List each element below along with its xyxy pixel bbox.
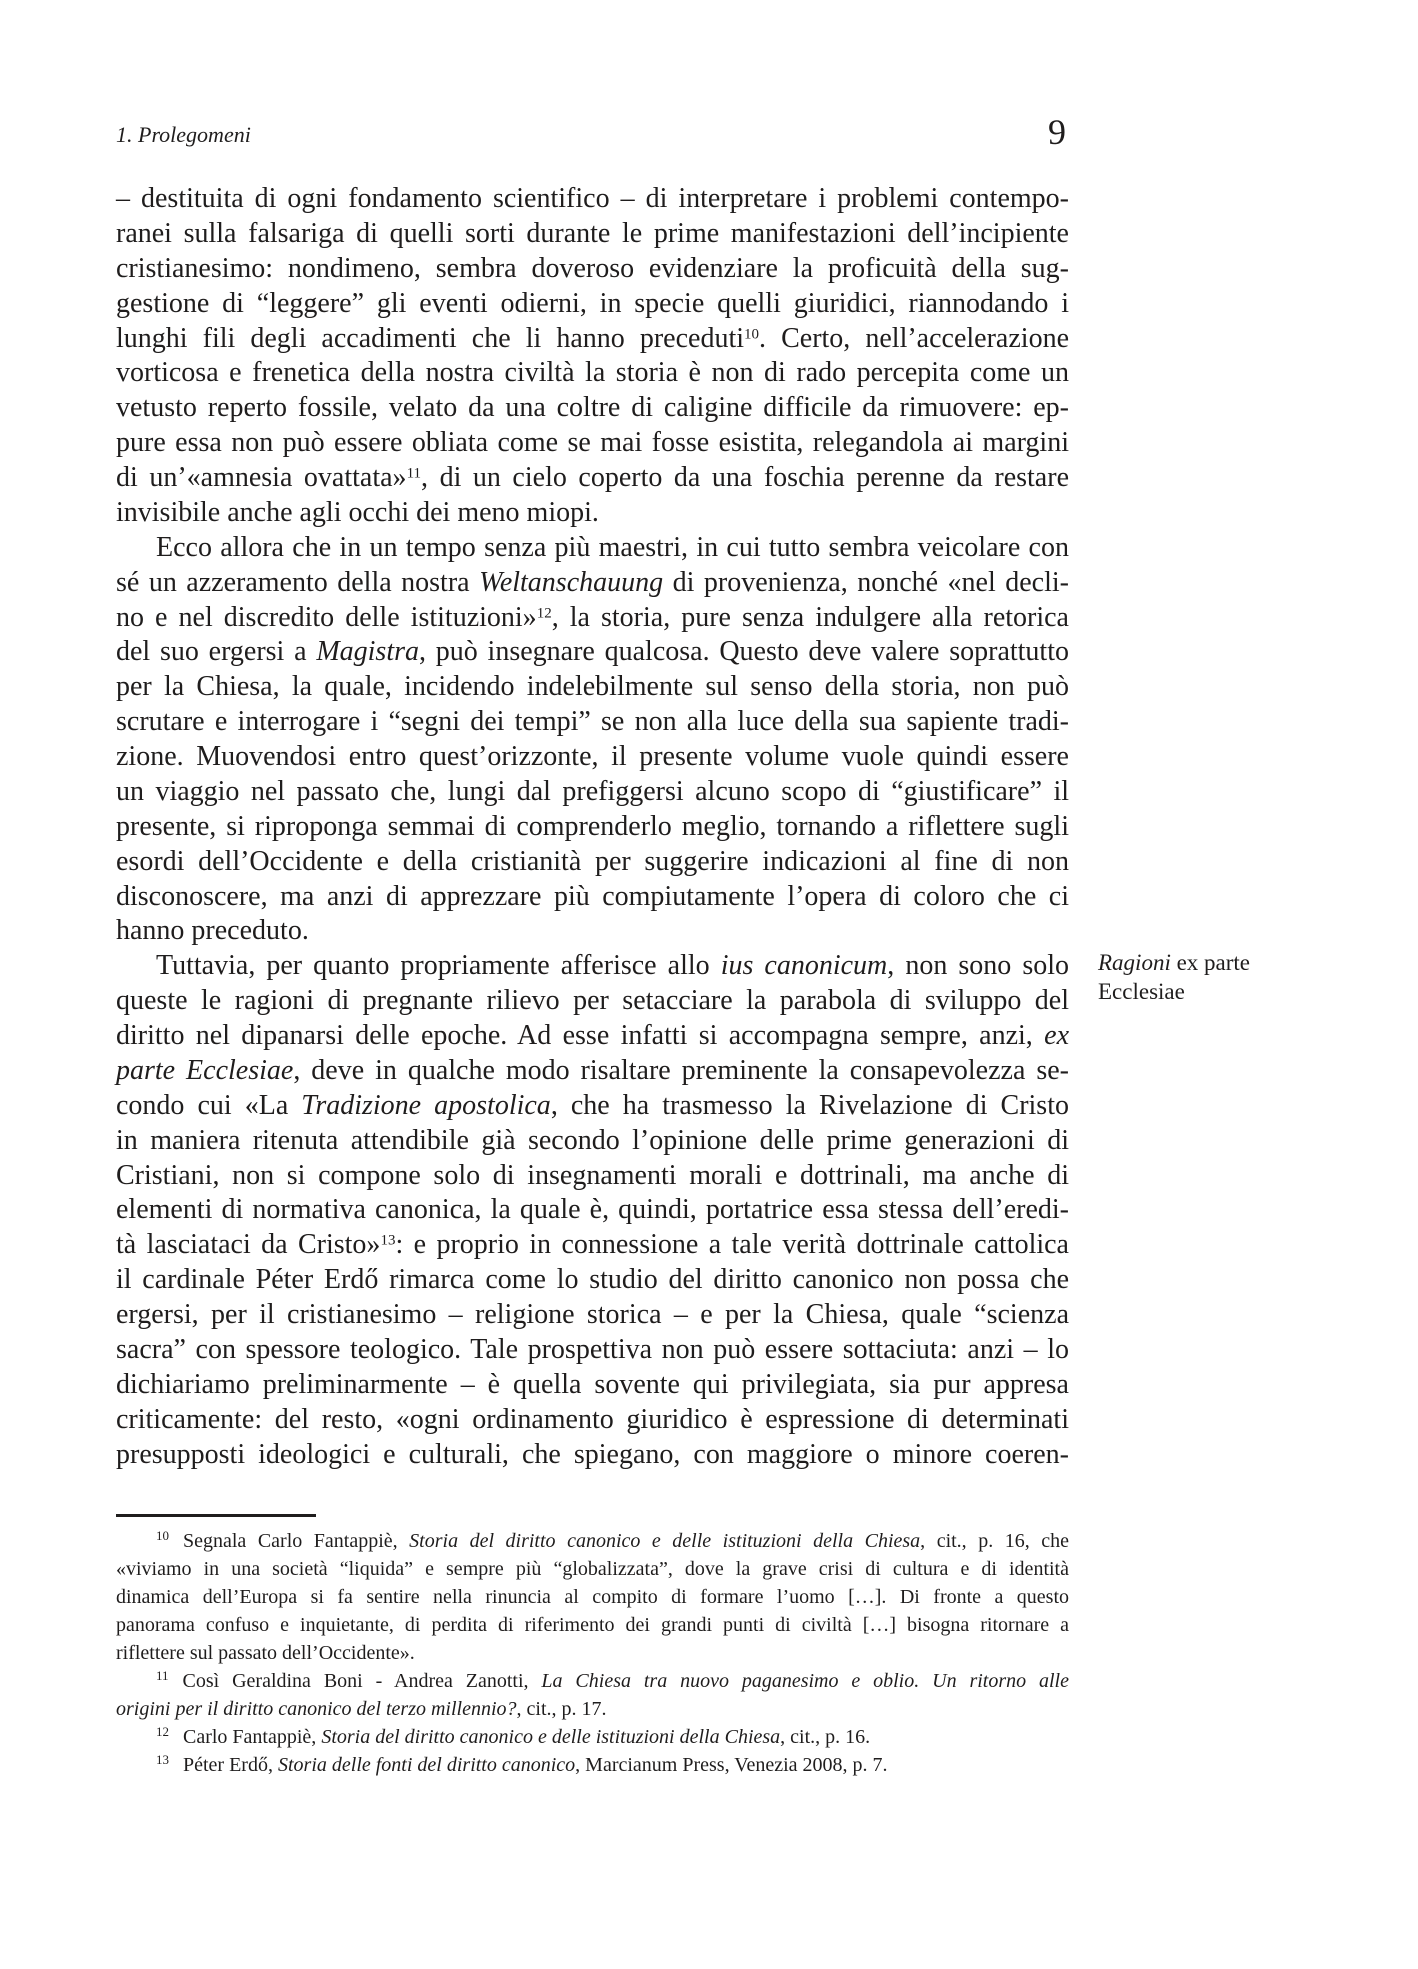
text-line (116, 287, 1069, 322)
text-run: Péter Erdő, (183, 1754, 278, 1776)
text-line (116, 217, 1069, 252)
margin-note (1098, 948, 1250, 1006)
text-line (116, 949, 1069, 984)
text-run: sé un azzeramento della nostra (116, 566, 480, 598)
footnote-rule (116, 1514, 316, 1517)
text-line (116, 1193, 1069, 1228)
footnote-line (116, 1639, 1069, 1667)
text-run: Cristiani, non si compone solo di insegnamenti morali e dottrinali, ma anche di (116, 1159, 1069, 1191)
italic-text: ex (1044, 1020, 1069, 1051)
margin-note-line (1098, 977, 1250, 1006)
text-line (116, 880, 1069, 915)
text-run: presupposti ideologici e culturali, che spiegano, con maggiore o minore coeren- (116, 1438, 1069, 1470)
paragraph (116, 182, 1069, 531)
body-text (116, 182, 1069, 1472)
text-line (116, 1403, 1069, 1438)
italic-text: ius canonicum (720, 950, 888, 982)
text-line (116, 635, 1069, 670)
text-run: lunghi fili degli accadimenti che li hanno preceduti (116, 322, 745, 354)
text-run: dichiariamo preliminarmente – è quella sovente qui privilegiata, sia pur appresa (116, 1368, 1069, 1400)
text-run: diritto nel dipanarsi delle epoche. Ad esse infatti si accompagna sempre, anzi, (116, 1020, 1045, 1051)
text-line (116, 496, 1069, 531)
text-run: , cit., p. 16. (780, 1726, 871, 1748)
text-run: : e proprio in connessione a tale verità dottrinale cattolica (395, 1229, 1069, 1261)
italic-text: origini per il diritto canonico del terzo millennio? (116, 1698, 517, 1720)
text-run: in maniera ritenuta attendibile già secondo l’opinione delle prime generazioni di (116, 1124, 1069, 1156)
italic-text: La Chiesa tra nuovo paganesimo e oblio. Un ritorno alle (541, 1670, 1069, 1692)
text-run: per la Chiesa, la quale, incidendo indelebilmente sul senso della storia, non può (116, 671, 1069, 703)
text-run: tà lasciataci da Cristo» (116, 1229, 381, 1261)
footnote (116, 1667, 1069, 1723)
footnote-line (116, 1555, 1069, 1583)
text-line (116, 391, 1069, 426)
text-run: criticamente: del resto, «ogni ordinamento giuridico è espressione di determinati (116, 1403, 1069, 1435)
text-line (116, 1263, 1069, 1298)
footnote (116, 1751, 1069, 1779)
text-run: Carlo Fantappiè, (183, 1726, 322, 1748)
text-run: Così Geraldina Boni - Andrea Zanotti, (182, 1670, 542, 1692)
italic-text: Magistra (316, 636, 419, 668)
text-run: , può insegnare qualcosa. Questo deve valere soprattutto (419, 636, 1069, 668)
paragraph (116, 949, 1069, 1472)
text-line (116, 670, 1069, 705)
footnote-number: 11 (156, 1668, 169, 1683)
text-line (116, 252, 1069, 287)
footnote-reference: 13 (380, 1232, 396, 1249)
text-run: no e nel discredito delle istituzioni» (116, 601, 537, 633)
text-run: , cit., p. 17. (516, 1698, 607, 1720)
text-run: zione. Muovendosi entro quest’orizzonte, il presente volume vuole quindi essere (116, 741, 1069, 772)
text-run: invisibile anche agli occhi dei meno miopi. (116, 496, 599, 528)
text-run: ex parte (1170, 950, 1251, 975)
text-run: , non sono solo (887, 950, 1070, 982)
text-line (116, 1019, 1069, 1054)
text-line (116, 1438, 1069, 1473)
text-run: il cardinale Péter Erdő rimarca come lo studio del diritto canonico non possa che (116, 1264, 1069, 1296)
text-run: , che ha trasmesso la Rivelazione di Cristo (550, 1089, 1069, 1121)
margin-note-line (1098, 948, 1250, 977)
text-line (116, 531, 1069, 566)
text-line (116, 426, 1069, 461)
text-line (116, 322, 1069, 357)
footnote-reference: 10 (744, 326, 760, 342)
text-run: presente, si riproponga semmai di comprenderlo meglio, tornando a riflettere sugli (116, 810, 1069, 842)
text-run: ranei sulla falsariga di quelli sorti durante le prime manifestazioni dell’incipiente (116, 217, 1069, 249)
text-line (116, 1298, 1069, 1333)
text-run: condo cui «La (116, 1089, 302, 1121)
text-line (116, 845, 1069, 880)
italic-text: Storia del diritto canonico e delle istituzioni della Chiesa (409, 1530, 921, 1552)
text-run: un viaggio nel passato che, lungi dal prefiggersi alcuno scopo di “giustificare” il (116, 775, 1069, 807)
footnote-number: 10 (156, 1528, 169, 1543)
text-run: disconoscere, ma anzi di apprezzare più compiutamente l’opera di coloro che ci (116, 880, 1069, 912)
text-line (116, 1159, 1069, 1194)
italic-text: Tradizione apostolica (301, 1089, 551, 1121)
text-line (116, 1228, 1069, 1263)
text-run: . Certo, nell’accelerazione (759, 322, 1069, 354)
text-run: cristianesimo: nondimeno, sembra doveroso evidenziare la proficuità della sug- (116, 252, 1069, 284)
text-run: di un’«amnesia ovattata» (116, 462, 407, 493)
text-line (116, 740, 1069, 775)
text-line (116, 182, 1069, 217)
text-line (116, 775, 1069, 810)
page-number: 9 (1048, 112, 1066, 152)
italic-text: Weltanschauung (479, 566, 664, 598)
text-line (116, 914, 1069, 949)
text-run: panorama confuso e inquietante, di perdita di riferimento dei grandi punti di civiltà […] bisogna ritornare a (116, 1614, 1069, 1636)
text-run: di provenienza, nonché «nel decli- (663, 566, 1069, 598)
footnote-line (116, 1583, 1069, 1611)
footnote-line (116, 1723, 1069, 1751)
footnote-line (116, 1695, 1069, 1723)
text-run: – destituita di ogni fondamento scientifico – di interpretare i problemi contempo- (116, 183, 1069, 214)
text-run: hanno preceduto. (116, 915, 309, 947)
text-run: «viviamo in una società “liquida” e sempre più “globalizzata”, dove la grave crisi di cultura e di identità (116, 1558, 1069, 1580)
text-line (116, 356, 1069, 391)
paragraph (116, 531, 1069, 950)
text-run: , la storia, pure senza indulgere alla retorica (551, 601, 1069, 633)
italic-text: Ragioni (1098, 950, 1171, 975)
text-line (116, 810, 1069, 845)
text-run: esordi dell’Occidente e della cristianità per suggerire indicazioni al fine di non (116, 845, 1069, 877)
text-run: dinamica dell’Europa si fa sentire nella rinuncia al compito di formare l’uomo […]. Di fronte a questo (116, 1586, 1069, 1608)
text-line (116, 705, 1069, 740)
text-run: vetusto reperto fossile, velato da una coltre di caligine difficile da rimuovere: ep- (116, 392, 1069, 424)
text-run: vorticosa e frenetica della nostra civiltà la storia è non di rado percepita come un (116, 357, 1069, 389)
text-run: scrutare e interrogare i “segni dei tempi” se non alla luce della sua sapiente tradi- (116, 706, 1069, 738)
text-line (116, 1054, 1069, 1089)
text-run: , deve in qualche modo risaltare preminente la consapevolezza se- (293, 1054, 1069, 1086)
text-run: gestione di “leggere” gli eventi odierni, in specie quelli giuridici, riannodando i (116, 287, 1069, 319)
footnote-line (116, 1527, 1069, 1555)
footnotes (116, 1527, 1069, 1779)
text-run: , cit., p. 16, che (920, 1530, 1069, 1552)
text-run: ergersi, per il cristianesimo – religione storica – e per la Chiesa, quale “scienza (116, 1299, 1069, 1330)
text-line (116, 1124, 1069, 1159)
text-run: , di un cielo coperto da una foschia perenne da restare (421, 462, 1069, 493)
text-run: riflettere sul passato dell’Occidente». (116, 1642, 415, 1664)
text-run: Segnala Carlo Fantappiè, (183, 1530, 410, 1552)
text-line (116, 1089, 1069, 1124)
text-line (116, 1333, 1069, 1368)
text-run: Tuttavia, per quanto propriamente afferisce allo (156, 950, 721, 982)
footnote-line (116, 1751, 1069, 1779)
footnote-reference: 12 (536, 605, 552, 621)
footnote-number: 13 (156, 1752, 169, 1767)
text-line (116, 1368, 1069, 1403)
footnote (116, 1723, 1069, 1751)
text-run: queste le ragioni di pregnante rilievo per setacciare la parabola di sviluppo del (116, 985, 1069, 1017)
text-run: del suo ergersi a (116, 636, 317, 668)
text-run: elementi di normativa canonica, la quale è, quindi, portatrice essa stessa dell’eredi- (116, 1194, 1069, 1226)
text-line (116, 601, 1069, 636)
running-head: 1. Prolegomeni (116, 122, 251, 147)
text-run: , Marcianum Press, Venezia 2008, p. 7. (575, 1754, 888, 1776)
text-run: Ecclesiae (1098, 979, 1185, 1004)
footnote-number: 12 (156, 1724, 169, 1739)
text-run: Ecco allora che in un tempo senza più maestri, in cui tutto sembra veicolare con (156, 531, 1069, 563)
footnote-line (116, 1611, 1069, 1639)
text-line (116, 461, 1069, 496)
footnote-line (116, 1667, 1069, 1695)
footnote-reference: 11 (406, 465, 422, 482)
text-run: pure essa non può essere obliata come se mai fosse esistita, relegandola ai margini (116, 427, 1069, 459)
italic-text: Storia del diritto canonico e delle istituzioni della Chiesa (321, 1726, 781, 1748)
italic-text: Storia delle fonti del diritto canonico (277, 1754, 576, 1776)
italic-text: parte Ecclesiae (116, 1054, 294, 1086)
text-line (116, 566, 1069, 601)
text-line (116, 984, 1069, 1019)
text-run: sacra” con spessore teologico. Tale prospettiva non può essere sottaciuta: anzi – lo (116, 1333, 1069, 1365)
footnote (116, 1527, 1069, 1667)
